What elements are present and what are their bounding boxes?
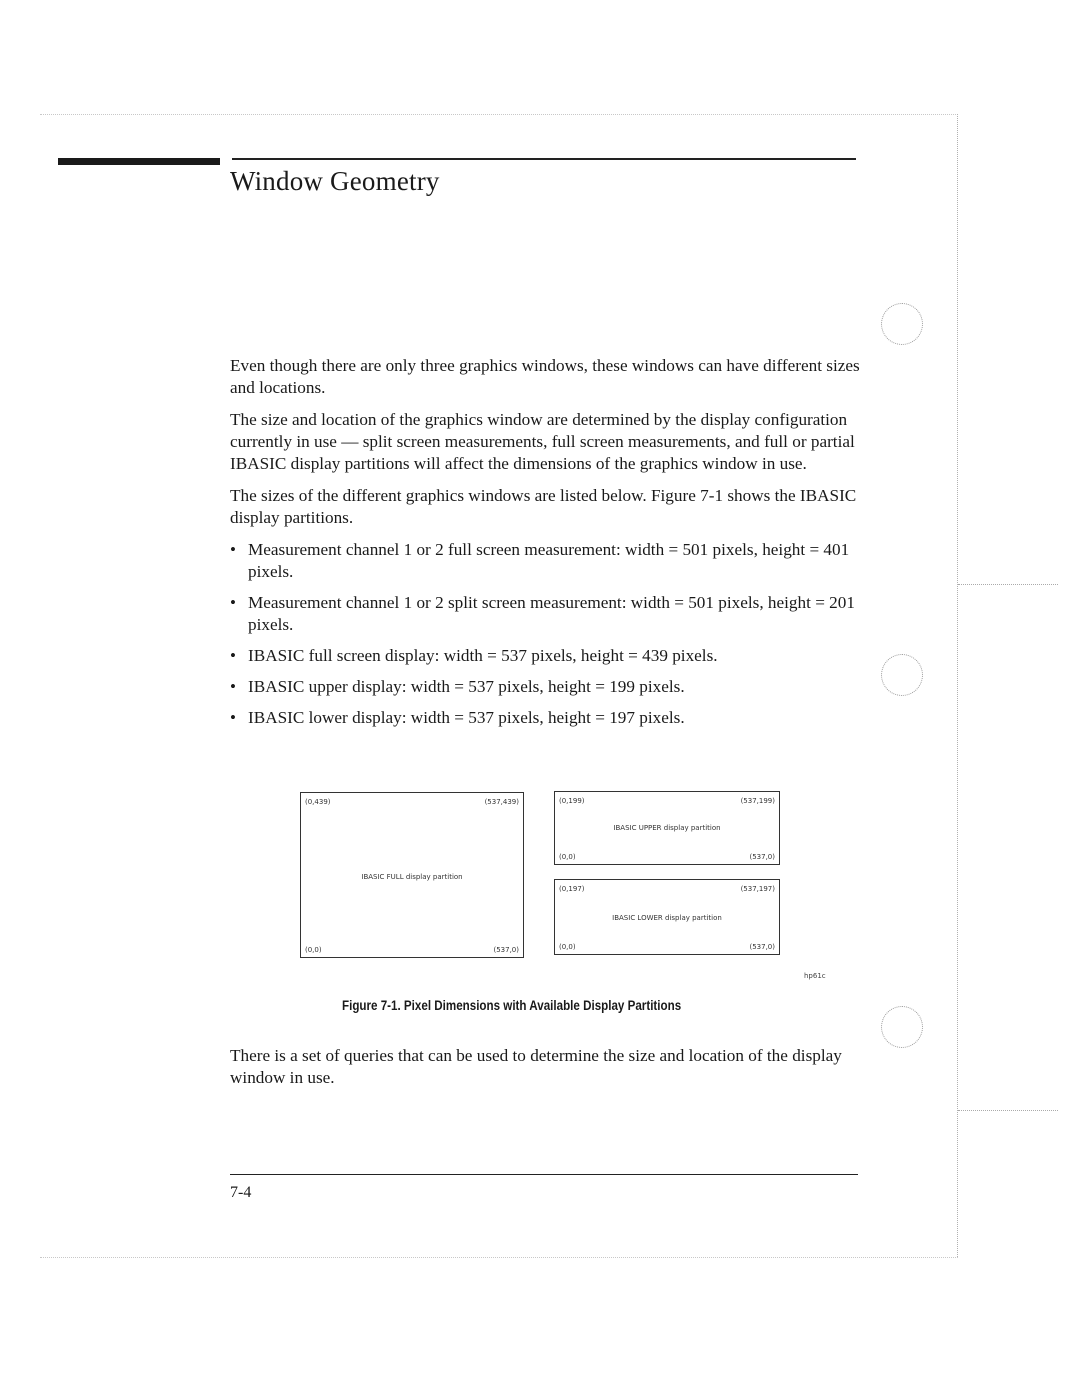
coord-label: (537,0) [493,946,519,954]
paragraph: Even though there are only three graphics windows, these windows can have different sizes and locations. [230,356,860,397]
upper-partition-diagram [554,791,780,865]
footer-rule [230,1174,858,1175]
figure-caption: Figure 7-1. Pixel Dimensions with Available Display Partitions [342,998,682,1013]
crop-line-right [957,114,958,1257]
coord-label: (0,199) [559,797,585,805]
partition-label: IBASIC LOWER display partition [612,914,722,922]
punch-hole-icon [881,654,923,696]
page-number: 7-4 [230,1184,252,1201]
paragraph: The sizes of the different graphics windows are listed below. Figure 7-1 shows the IBASIC display partitions. [230,486,857,527]
coord-label: (537,197) [740,885,775,893]
list-item: • IBASIC upper display: width = 537 pixels, height = 199 pixels. [230,676,860,698]
coord-label: (0,0) [559,853,576,861]
crop-line-bottom [40,1257,958,1258]
coord-label: (0,439) [305,798,331,806]
coord-label: (0,0) [305,946,322,954]
coord-label: (537,199) [740,797,775,805]
full-partition-diagram [300,792,524,958]
figure-id: hp61c [804,972,826,980]
partition-label: IBASIC FULL display partition [361,873,463,881]
intro-section [230,355,860,738]
window-size-list [230,539,860,729]
coord-label: (537,0) [749,853,775,861]
coord-label: (0,197) [559,885,585,893]
coord-label: (537,0) [749,943,775,951]
list-item: • Measurement channel 1 or 2 split screen measurement: width = 501 pixels, height = 201 pixels. [230,592,860,636]
coord-label: (0,0) [559,943,576,951]
punch-hole-icon [881,303,923,345]
page-title: Window Geometry [230,166,440,196]
crop-tick [958,1110,1058,1111]
coord-label: (537,439) [484,798,519,806]
heading-rule [232,158,856,160]
paragraph: There is a set of queries that can be used to determine the size and location of the display window in use. [230,1046,842,1087]
paragraph: The size and location of the graphics window are determined by the display configuration currently in use — split screen measurements, full screen measurements, and full or partial IBASIC display partitions will affect the dimensions of the graphics window in use. [230,410,855,473]
list-item: • IBASIC full screen display: width = 537 pixels, height = 439 pixels. [230,645,860,667]
crop-tick [958,584,1058,585]
punch-hole-icon [881,1006,923,1048]
crop-line-top [40,114,958,115]
partition-label: IBASIC UPPER display partition [613,824,721,832]
lower-partition-diagram [554,879,780,955]
chapter-tab-bar [58,158,220,165]
list-item: • Measurement channel 1 or 2 full screen measurement: width = 501 pixels, height = 401 pixels. [230,539,860,583]
list-item: • IBASIC lower display: width = 537 pixels, height = 197 pixels. [230,707,860,729]
closing-section [230,1045,860,1099]
